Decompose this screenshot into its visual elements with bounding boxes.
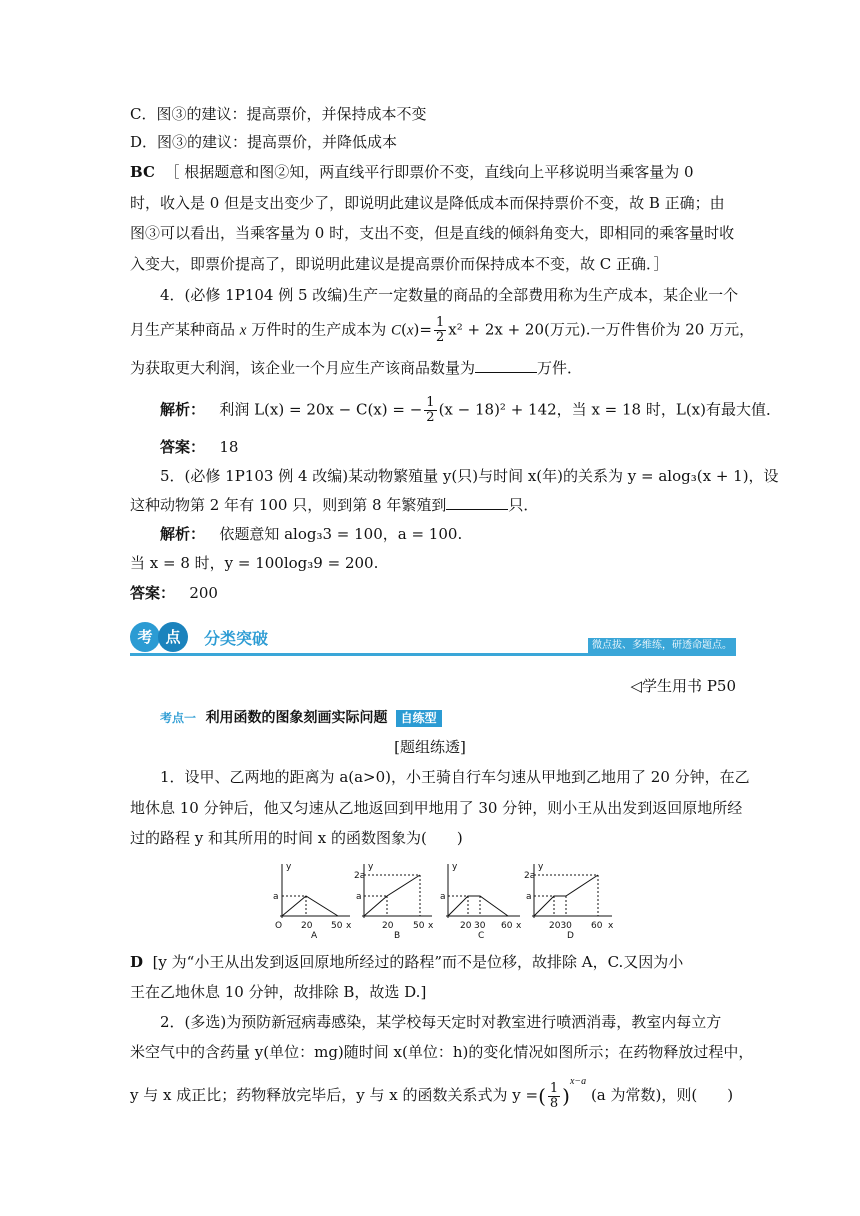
textbook-reference: ◁学生用书 P50 (630, 677, 736, 695)
svg-text:x: x (428, 921, 434, 931)
p1-line1: 1．设甲、乙两地的距离为 a(a>0)，小王骑自行车匀速从甲地到乙地用了 20 分钟，在乙 (160, 768, 750, 786)
p1-graphs (270, 858, 620, 940)
svg-text:2a: 2a (354, 871, 366, 881)
q5-answer-value: 200 (189, 584, 218, 602)
q4-blank (475, 358, 537, 373)
svg-text:y: y (368, 862, 374, 872)
q4-solution: 解析： 利润 L(x) = 20x − C(x) = − $\frac{1}{2}$ (x − 18)² + 142，当 x = 18 时，L(x)有最大值． (160, 395, 781, 425)
p2-line1: 2．(多选)为预防新冠病毒感染，某学校每天定时对教室进行喷洒消毒，教室内每立方 (160, 1013, 722, 1031)
q5-blank (446, 495, 508, 510)
q3-option-d: D．图③的建议：提高票价，并降低成本 (130, 133, 398, 151)
svg-text:2a: 2a (524, 871, 536, 881)
graph-b (354, 862, 434, 940)
svg-text:y: y (452, 862, 458, 872)
svg-text:60: 60 (591, 921, 603, 931)
svg-text:x: x (516, 921, 522, 931)
q4-answer-value: 18 (219, 438, 239, 456)
svg-text:a: a (356, 892, 362, 902)
svg-text:20: 20 (382, 921, 394, 931)
svg-text:O: O (275, 921, 283, 931)
section-heading (160, 706, 442, 729)
p1-line3: 过的路程 y 和其所用的时间 x 的函数图象为( ) (130, 829, 463, 847)
svg-text:20: 20 (301, 921, 313, 931)
p1-line2: 地休息 10 分钟后，他又匀速从乙地返回到甲地用了 30 分钟，则小王从出发到返回原地所经 (130, 799, 743, 817)
q5-solution2: 当 x = 8 时，y = 100log₃9 = 200. (130, 554, 379, 572)
section-type-badge: 自练型 (396, 710, 442, 727)
q3-answer-text1: ［ 根据题意和图②知，两直线平行即票价不变，直线向上平移说明当乘客量为 0 (164, 163, 694, 181)
q5-solution: 解析： 依题意知 alog₃3 = 100，a = 100. (160, 525, 463, 543)
banner-title: 分类突破 (204, 629, 269, 648)
q3-answer-line4: 入变大，即票价提高了，即说明此建议是提高票价而保持成本不变，故 C 正确．］ (130, 255, 669, 273)
q4-solution-label: 解析： (160, 400, 206, 419)
p2-line2: 米空气中的含药量 y(单位：mg)随时间 x(单位：h)的变化情况如图所示；在药物释放过程中， (130, 1043, 754, 1061)
svg-text:60: 60 (501, 921, 513, 931)
q4-line2: 月生产某种商品 x 万件时的生产成本为 C(x)= $\frac{1}{2}$ x² + 2x + 20(万元).一万件售价为 20 万元， (130, 315, 755, 345)
svg-text:a: a (273, 892, 279, 902)
p1-answer-text1: [y 为“小王从出发到返回原地所经过的路程”而不是位移，故排除 A，C.又因为小 (152, 953, 684, 971)
svg-text:y: y (538, 862, 544, 872)
graph-d (524, 862, 614, 940)
svg-text:y: y (286, 862, 292, 872)
q3-answer-line2: 时，收入是 0 但是支出变少了，即说明此建议是降低成本而保持票价不变，故 B 正确；由 (130, 194, 725, 212)
svg-text:x: x (346, 921, 352, 931)
svg-text:D: D (567, 931, 574, 940)
group-heading: [题组练透] (394, 738, 466, 756)
q3-option-c: C．图③的建议：提高票价，并保持成本不变 (130, 105, 427, 123)
p1-answer-line2: 王在乙地休息 10 分钟，故排除 B，故选 D.] (130, 983, 427, 1001)
svg-text:50: 50 (331, 921, 343, 931)
section-banner (130, 620, 736, 658)
q3-answer-line3: 图③可以看出，当乘客量为 0 时，支出不变，但是直线的倾斜角变大，即相同的乘客量时收 (130, 224, 735, 242)
q4-answer (160, 436, 238, 458)
p2-line3: y 与 x 成正比；药物释放完毕后，y 与 x 的函数关系式为 y =( $\frac{1}{8}$ )$^{x-a}$ (a 为常数)，则( ) (130, 1076, 734, 1111)
q4-solution-fraction: $\frac{1}{2}$ (426, 395, 435, 425)
graph-a (273, 862, 352, 940)
p1-answer-line1 (130, 951, 683, 973)
svg-text:50: 50 (413, 921, 425, 931)
p2-fraction: $\frac{1}{8}$ (549, 1080, 559, 1111)
q4-line1: 4．(必修 1P104 例 5 改编)生产一定数量的商品的全部费用称为生产成本，某企业一个 (160, 286, 739, 304)
q4-answer-label: 答案： (160, 438, 206, 456)
svg-text:a: a (526, 892, 532, 902)
q5-line1: 5．(必修 1P103 例 4 改编)某动物繁殖量 y(只)与时间 x(年)的关系为 y = alog₃(x + 1)，设 (160, 467, 779, 485)
banner-badge-1: 考 (130, 622, 160, 652)
q5-line2: 这种动物第 2 年有 100 只，则到第 8 年繁殖到 只． (130, 496, 539, 514)
banner-badge-2: 点 (158, 622, 188, 652)
q3-answer-label: BC (130, 163, 155, 181)
svg-text:x: x (608, 921, 614, 931)
q5-solution-label: 解析： (160, 525, 206, 543)
svg-text:20: 20 (460, 921, 472, 931)
graph-c (440, 862, 522, 940)
svg-text:A: A (311, 931, 318, 940)
banner-tag: 微点拔、多维练，研透命题点。 (588, 638, 736, 654)
svg-text:B: B (394, 931, 401, 940)
q3-answer-line1 (130, 161, 694, 183)
svg-text:a: a (440, 892, 446, 902)
q5-answer-label: 答案： (130, 584, 176, 602)
svg-text:C: C (478, 931, 485, 940)
svg-text:2030: 2030 (549, 921, 572, 931)
svg-text:30: 30 (474, 921, 486, 931)
section-title: 利用函数的图象刻画实际问题 (205, 710, 388, 726)
q4-line3: 为获取更大利润，该企业一个月应生产该商品数量为 万件． (130, 359, 583, 377)
p1-answer-label: D (130, 953, 144, 971)
q5-answer (130, 582, 218, 604)
q4-fraction: $\frac{1}{2}$ (435, 315, 445, 345)
p2-exponent: x−a (569, 1076, 587, 1087)
section-tag: 考点一 (160, 711, 197, 725)
